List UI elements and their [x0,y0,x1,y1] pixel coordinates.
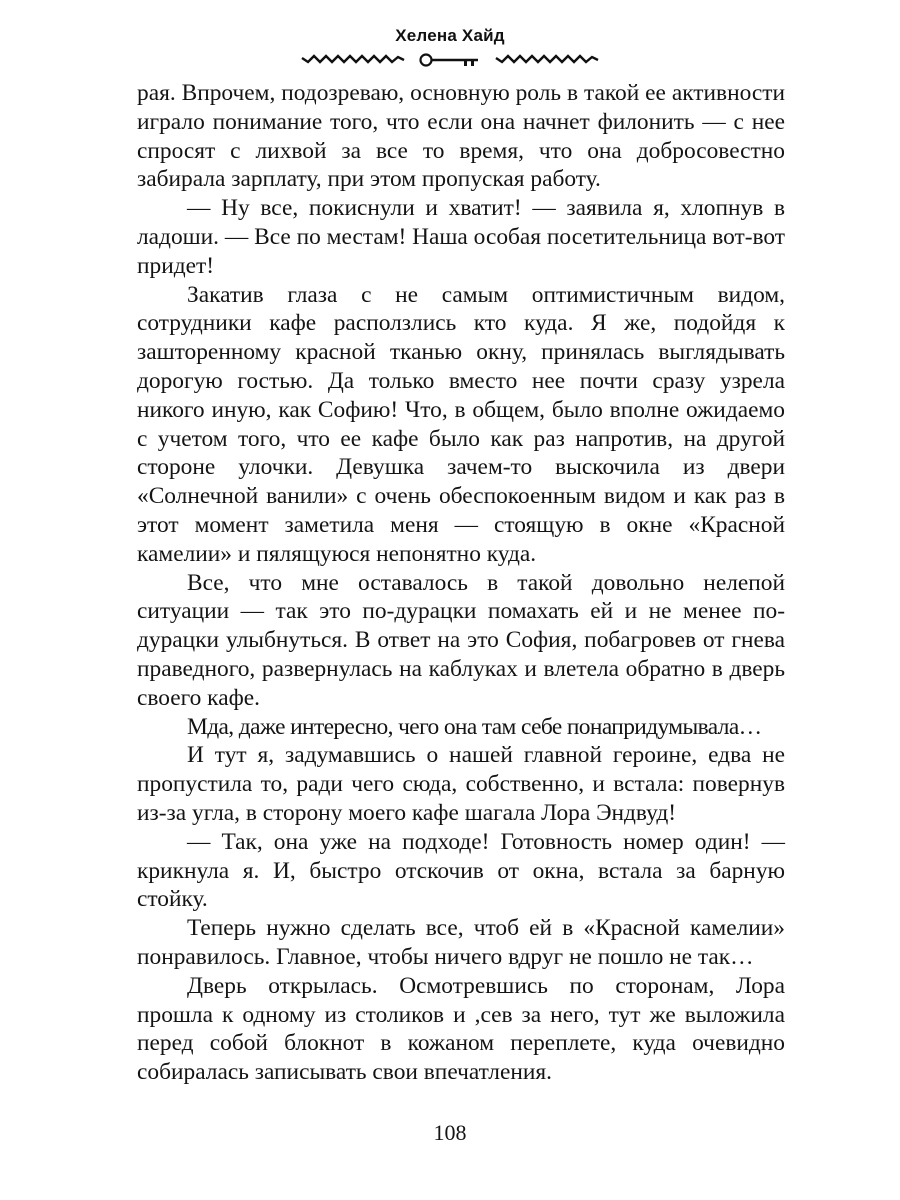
page-number: 108 [433,1120,467,1145]
ornament-left-zigzag [302,56,404,62]
paragraph: Мда, даже интересно, чего она там себе понапридумывала… [187,713,762,740]
paragraph: — Так, она уже на подходе! Готовность номер один! — крикнула я. И, быстро отскочив от окна, встала за барную стойку. [137,828,785,913]
paragraph: Все, что мне оставалось в такой довольно нелепой ситуации — так это по-дурацки помахать ей и не менее по-дурацки улыбнуться. В ответ на это София, побагровев от гнева праведного, развернулась на каблуках и влетела обратно в дверь своего кафе. [137,569,785,711]
key-ornament-icon [300,52,600,68]
paragraph: И тут я, задумавшись о нашей главной героине, едва не пропустила то, ради чего сюда, собственно, и встала: повернув из-за угла, в сторону моего кафе шагала Лора Эндвуд! [137,742,785,826]
author-name: Хелена Хайд [395,26,505,45]
ornament-right-zigzag [496,56,598,62]
paragraph: — Ну все, покиснули и хватит! — заявила я, хлопнув в ладоши. — Все по местам! Наша особая посетительница вот-вот придет! [137,195,785,279]
key-bit-1 [464,60,467,66]
running-header [0,26,900,68]
key-bit-2 [471,60,474,66]
paragraph: Дверь открылась. Осмотревшись по сторонам, Лора прошла к одному из столиков и ,сев за него, тут же выложила перед собой блокнот в кожаном переплете, куда очевидно собиралась записывать свои впечатления. [137,972,785,1086]
paragraph: рая. Впрочем, подозреваю, основную роль в такой ее активности играло понимание того, что если она начнет филонить — с нее спросят с лихвой за все то время, что она добросовестно забирала зарплату, при этом пропуская работу. [137,80,785,193]
page-body [137,79,785,1087]
key-bow [421,55,432,66]
paragraph: Закатив глаза с не самым оптимистичным видом, сотрудники кафе расползлись кто куда. Я же, подойдя к зашторенному красной тканью окну, принялась выглядывать дорогую гостью. Да только вместо нее почти сразу узрела никого иную, как Софию! Что, в общем, было вполне ожидаемо с учетом того, что ее кафе было как раз напротив, на другой стороне улочки. Девушка зачем-то выскочила из двери «Солнечной ванили» с очень обеспокоенным видом и как раз в этот момент заметила меня — стоящую в окне «Красной камелии» и пялящуюся непонятно куда. [137,281,785,567]
paragraph: Теперь нужно сделать все, чтоб ей в «Красной камелии» понравилось. Главное, чтобы ничего вдруг не пошло не так… [137,915,785,970]
